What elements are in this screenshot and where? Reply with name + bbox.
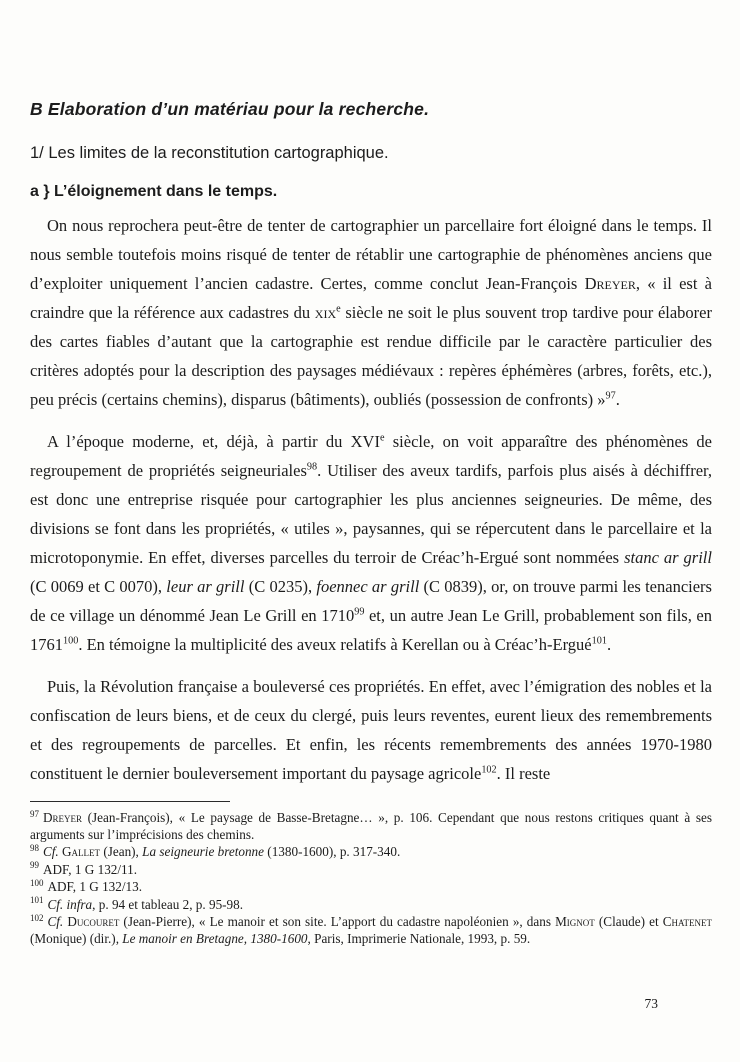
text-segment: (Jean), <box>100 844 143 859</box>
footnotes-block <box>30 810 712 947</box>
text-segment: A l’époque moderne, et, déjà, à partir du XVI <box>47 432 380 451</box>
footnote-text <box>47 879 142 894</box>
text-segment: Cf. <box>42 844 59 859</box>
text-segment: Mignot <box>555 914 595 929</box>
text-segment: (Jean-François), « Le paysage de Basse-Bretagne… », p. 106. Cependant que nous restons critiques quant à ses arguments sur l’imprécisions des chemins. <box>30 810 712 842</box>
text-segment: (C 0235), <box>244 577 317 596</box>
text-segment: 102 <box>481 764 497 776</box>
paragraph-2 <box>30 427 712 659</box>
footnote-102 <box>30 914 712 947</box>
text-segment: Dreyer <box>584 274 636 293</box>
text-segment: (C 0839), or, on trouve parmi les tenanciers de ce village un dénommé Jean Le Grill en 1710 <box>30 577 712 625</box>
footnote-97 <box>30 810 712 843</box>
footnote-number: 97 <box>30 808 39 819</box>
text-segment: et, un autre Jean Le Grill, probablement son fils, en 1761 <box>30 606 712 654</box>
text-segment: (C 0069 et C 0070), <box>30 577 167 596</box>
text-segment: On nous reprochera peut-être de tenter de cartographier un parcellaire fort éloigné dans le temps. Il nous semble toutefois moins risqué de tenter de rétablir une cartographie de phénomènes anciens que d’exploiter uniquement l’ancien cadastre. Certes, comme conclut Jean-François <box>30 216 712 293</box>
subsubsection-heading: a } L’éloignement dans le temps. <box>30 183 278 200</box>
text-segment: ADF, 1 G 132/13. <box>47 879 143 894</box>
text-segment: Puis, la Révolution française a bouleversé ces propriétés. En effet, avec l’émigration des nobles et la confiscation de leurs biens, et de ceux du clergé, puis leurs reventes, eurent lieux des remembrements et des regroupements de parcelles. Et enfin, les récents remembrements des années 1970-1980 constituent le dernier bouleversement important du paysage agricole <box>30 677 712 783</box>
text-segment: ADF, 1 G 132/11. <box>42 861 138 877</box>
text-segment: Dreyer <box>42 810 82 825</box>
text-segment: , Paris, Imprimerie Nationale, 1993, p. 59. <box>307 930 531 946</box>
footnote-text <box>30 810 712 842</box>
footnote-separator-rule <box>30 801 230 802</box>
text-segment: 97 <box>605 390 616 402</box>
footnote-text <box>47 897 243 912</box>
text-segment: . <box>606 635 612 654</box>
section-heading: B Elaboration d’un matériau pour la recherche. <box>30 99 430 119</box>
footnote-99 <box>30 862 712 879</box>
text-segment: Ducouret <box>67 914 120 929</box>
footnote-text <box>43 844 400 859</box>
text-segment: siècle ne soit le plus souvent trop tardive pour élaborer des cartes fiables d’autant que la cartographie est rendue difficile par le caractère particulier des critères adoptés pour la description des paysages médiévaux : repères éphémères (arbres, forêts, etc.), peu précis (certains chemins), disparus (bâtiments), oubliés (possession de confronts) » <box>30 303 712 409</box>
text-segment: 100 <box>63 635 79 647</box>
footnote-number: 99 <box>30 860 39 871</box>
text-segment: . Il reste <box>496 764 551 783</box>
text-segment: . Utiliser des aveux tardifs, parfois plus aisés à déchiffrer, est donc une entreprise risquée pour cartographier les plus anciennes seigneuries. De même, des divisions se font dans les propriétés, « utiles », paysannes, qui se répercutent dans le parcellaire et la microtoponymie. En effet, diverses parcelles du terroir de Créac’h-Ergué sont nommées <box>30 461 712 567</box>
text-segment: (1380-1600), p. 317-340. <box>264 844 401 859</box>
text-segment: , p. 94 et tableau 2, p. 95-98. <box>92 896 244 912</box>
paragraph-3 <box>30 672 712 788</box>
footnote-text <box>43 862 137 877</box>
text-segment: (Claude) et <box>594 914 663 929</box>
text-segment: Le manoir en Bretagne, 1380-1600 <box>122 930 308 946</box>
text-segment: e <box>379 432 385 444</box>
footnote-100 <box>30 879 712 896</box>
text-segment: La seigneurie bretonne <box>142 844 264 859</box>
text-segment: (Jean-Pierre), « Le manoir et son site. L’apport du cadastre napoléonien », dans <box>119 914 556 929</box>
footnote-text <box>30 914 712 946</box>
footnote-number: 102 <box>30 912 44 923</box>
text-segment: xix <box>314 303 337 322</box>
footnote-98 <box>30 844 712 861</box>
text-segment: leur ar grill <box>166 577 245 596</box>
footnote-101 <box>30 897 712 914</box>
footnote-number: 100 <box>30 877 44 888</box>
footnote-number: 101 <box>30 895 44 906</box>
text-segment: e <box>336 303 341 315</box>
text-segment: 99 <box>354 606 365 618</box>
text-segment: . En témoigne la multiplicité des aveux relatifs à Kerellan ou à Créac’h-Ergué <box>78 635 592 654</box>
page-number: 73 <box>644 996 658 1011</box>
text-segment: Gallet <box>62 844 101 859</box>
subsection-heading: 1/ Les limites de la reconstitution cartographique. <box>30 144 389 162</box>
text-segment: stanc ar grill <box>624 548 712 567</box>
paragraph-1 <box>30 211 712 414</box>
text-segment: 98 <box>306 461 318 473</box>
text-segment: . <box>615 390 620 409</box>
text-segment: Cf. <box>47 914 64 929</box>
text-segment: (Monique) (dir.), <box>30 930 123 946</box>
text-segment: Cf. infra <box>47 896 93 912</box>
text-segment: foennec ar grill <box>316 577 420 596</box>
text-segment: 101 <box>591 635 607 647</box>
text-segment: , « il est à craindre que la référence aux cadastres du <box>30 274 712 322</box>
footnote-number: 98 <box>30 842 39 853</box>
text-segment: Chatenet <box>662 914 713 929</box>
text-segment: siècle, on voit apparaître des phénomènes de regroupement de propriétés seigneuriales <box>30 432 712 480</box>
